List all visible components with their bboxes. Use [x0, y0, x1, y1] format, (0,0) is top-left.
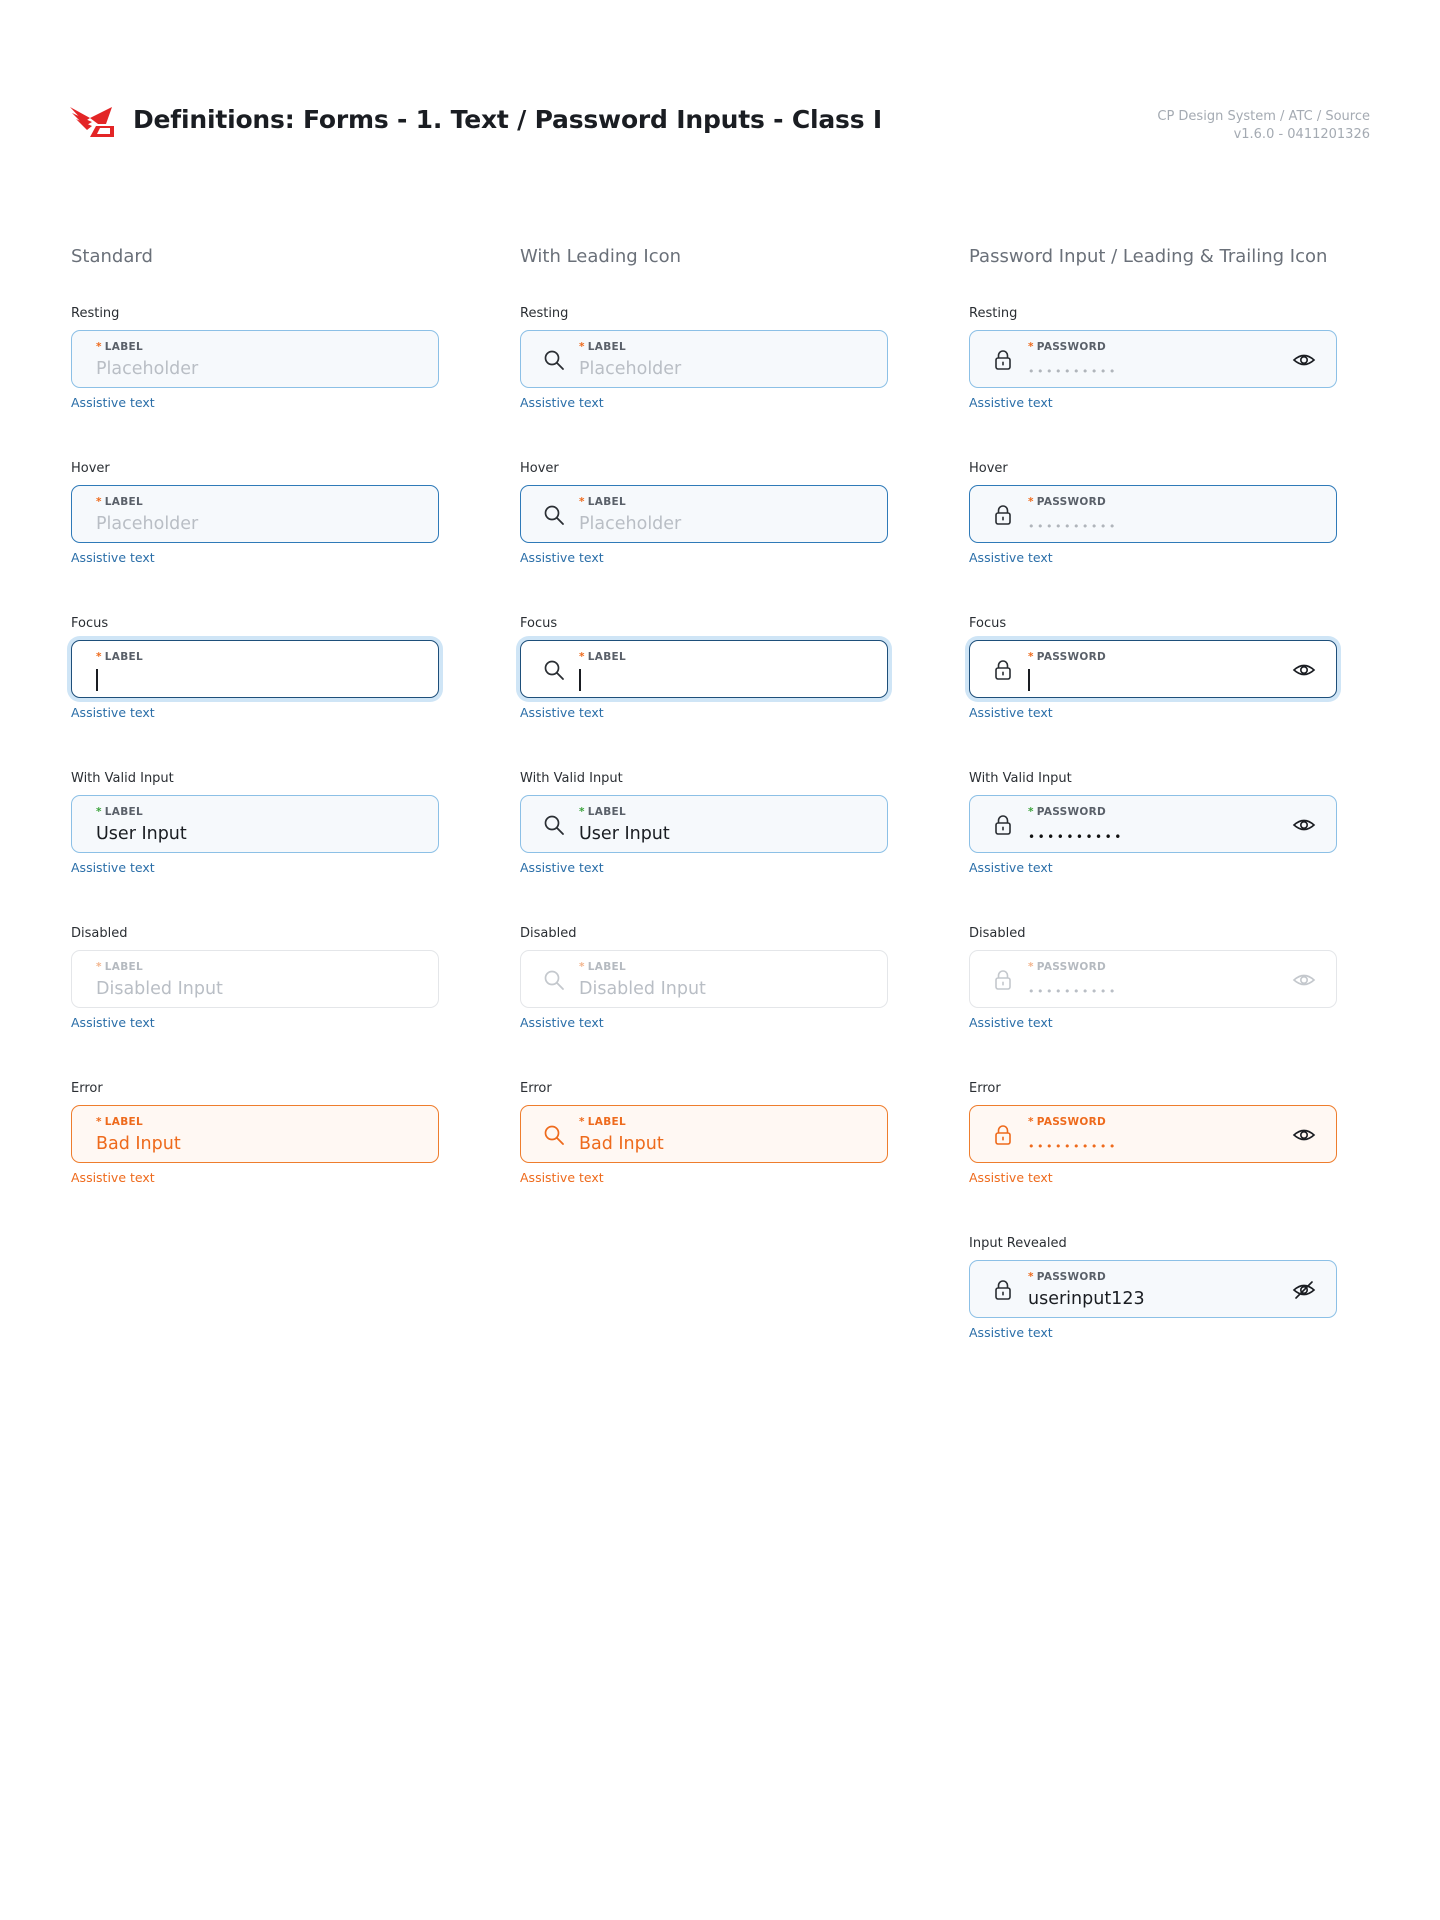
required-asterisk: * — [96, 806, 102, 818]
required-asterisk: * — [1028, 496, 1034, 508]
state-label: Error — [969, 1081, 1001, 1096]
field-label: * LABEL — [579, 651, 626, 663]
meta-version: v1.6.0 - 0411201326 — [1233, 127, 1370, 142]
eye-icon[interactable] — [1292, 1124, 1316, 1146]
field-label: * LABEL — [579, 341, 626, 353]
assistive-text: Assistive text — [71, 550, 155, 565]
field-label: * PASSWORD — [1028, 651, 1107, 663]
text-input[interactable] — [71, 330, 439, 388]
lock-icon — [992, 659, 1014, 681]
field-label: * LABEL — [96, 1116, 143, 1128]
search-icon — [543, 504, 565, 526]
state-label: Hover — [71, 461, 110, 476]
state-label: Error — [520, 1081, 552, 1096]
text-input[interactable] — [71, 1105, 439, 1163]
assistive-text: Assistive text — [969, 1170, 1053, 1185]
required-asterisk: * — [579, 1116, 585, 1128]
required-asterisk: * — [96, 961, 102, 973]
column-standard — [71, 246, 439, 1234]
state-label: With Valid Input — [520, 771, 623, 786]
lock-icon — [992, 1279, 1014, 1301]
placeholder-text: Placeholder — [96, 514, 199, 534]
assistive-text: Assistive text — [520, 860, 604, 875]
search-input[interactable] — [520, 640, 888, 698]
search-icon — [543, 814, 565, 836]
password-input — [969, 950, 1337, 1008]
state-resting — [71, 304, 439, 459]
search-icon — [543, 969, 565, 991]
assistive-text: Assistive text — [71, 395, 155, 410]
assistive-text: Assistive text — [969, 860, 1053, 875]
state-label: Resting — [520, 306, 569, 321]
state-label: Focus — [520, 616, 558, 631]
state-error — [969, 1079, 1337, 1234]
masked-placeholder: •••••••••• — [1028, 365, 1118, 378]
required-asterisk: * — [96, 651, 102, 663]
field-label: * LABEL — [96, 651, 143, 663]
placeholder-text: Placeholder — [579, 514, 682, 534]
required-asterisk: * — [1028, 1271, 1034, 1283]
state-hover — [71, 459, 439, 614]
state-label: Input Revealed — [969, 1236, 1067, 1251]
password-input[interactable] — [969, 1105, 1337, 1163]
state-label: Hover — [969, 461, 1008, 476]
meta-source: CP Design System / ATC / Source — [1157, 109, 1370, 124]
lock-icon — [992, 504, 1014, 526]
state-focus — [520, 614, 888, 769]
page-header — [70, 104, 1370, 140]
state-error — [71, 1079, 439, 1234]
page-title: Definitions: Forms - 1. Text / Password Inputs - Class I — [133, 105, 883, 134]
eye-icon — [1292, 969, 1316, 991]
state-label: Disabled — [71, 926, 128, 941]
text-input — [71, 950, 439, 1008]
search-input[interactable] — [520, 795, 888, 853]
assistive-text: Assistive text — [71, 705, 155, 720]
brand-logo — [70, 104, 116, 138]
required-asterisk: * — [1028, 341, 1034, 353]
state-valid — [71, 769, 439, 924]
eye-icon[interactable] — [1292, 659, 1316, 681]
search-input — [520, 950, 888, 1008]
text-input[interactable] — [71, 485, 439, 543]
column-title: Standard — [71, 246, 153, 267]
search-input[interactable] — [520, 330, 888, 388]
assistive-text: Assistive text — [969, 1325, 1053, 1340]
assistive-text: Assistive text — [520, 705, 604, 720]
text-caret — [96, 669, 98, 691]
eye-icon[interactable] — [1292, 814, 1316, 836]
column-title: Password Input / Leading & Trailing Icon — [969, 246, 1328, 267]
assistive-text: Assistive text — [969, 705, 1053, 720]
field-label: * LABEL — [96, 341, 143, 353]
required-asterisk: * — [579, 341, 585, 353]
required-asterisk: * — [579, 496, 585, 508]
assistive-text: Assistive text — [969, 550, 1053, 565]
required-asterisk: * — [96, 1116, 102, 1128]
version-info — [1157, 108, 1370, 144]
column-leading-icon — [520, 246, 888, 1234]
placeholder-text: Placeholder — [579, 359, 682, 379]
required-asterisk: * — [1028, 651, 1034, 663]
state-valid — [969, 769, 1337, 924]
required-asterisk: * — [1028, 806, 1034, 818]
text-input[interactable] — [71, 640, 439, 698]
state-disabled — [520, 924, 888, 1079]
search-icon — [543, 1124, 565, 1146]
required-asterisk: * — [579, 806, 585, 818]
state-hover — [969, 459, 1337, 614]
state-hover — [520, 459, 888, 614]
field-label: * PASSWORD — [1028, 1271, 1107, 1283]
state-focus — [71, 614, 439, 769]
input-value: User Input — [579, 824, 670, 844]
state-focus — [969, 614, 1337, 769]
input-value: Bad Input — [96, 1134, 181, 1154]
field-label: * PASSWORD — [1028, 961, 1107, 973]
assistive-text: Assistive text — [969, 1015, 1053, 1030]
field-label: * LABEL — [579, 806, 626, 818]
field-label: * LABEL — [96, 806, 143, 818]
assistive-text: Assistive text — [71, 1015, 155, 1030]
state-label: Focus — [969, 616, 1007, 631]
state-error — [520, 1079, 888, 1234]
field-label: * LABEL — [579, 1116, 626, 1128]
password-input[interactable] — [969, 640, 1337, 698]
state-label: With Valid Input — [969, 771, 1072, 786]
state-label: Hover — [520, 461, 559, 476]
lock-icon — [992, 349, 1014, 371]
search-input[interactable] — [520, 485, 888, 543]
placeholder-text: Placeholder — [96, 359, 199, 379]
assistive-text: Assistive text — [969, 395, 1053, 410]
text-caret — [579, 669, 581, 691]
state-label: Error — [71, 1081, 103, 1096]
assistive-text: Assistive text — [520, 550, 604, 565]
required-asterisk: * — [96, 341, 102, 353]
column-title: With Leading Icon — [520, 246, 682, 267]
input-value: Disabled Input — [96, 979, 223, 999]
field-label: * LABEL — [579, 496, 626, 508]
eye-icon[interactable] — [1292, 349, 1316, 371]
state-resting — [520, 304, 888, 459]
state-label: Focus — [71, 616, 109, 631]
state-label: Disabled — [520, 926, 577, 941]
assistive-text: Assistive text — [520, 1015, 604, 1030]
state-disabled — [969, 924, 1337, 1079]
search-icon — [543, 659, 565, 681]
masked-value: •••••••••• — [1028, 830, 1124, 844]
eye-off-icon[interactable] — [1292, 1279, 1316, 1301]
lock-icon — [992, 814, 1014, 836]
required-asterisk: * — [579, 651, 585, 663]
required-asterisk: * — [96, 496, 102, 508]
password-input[interactable] — [969, 330, 1337, 388]
assistive-text: Assistive text — [520, 395, 604, 410]
state-label: Resting — [71, 306, 120, 321]
field-label: * PASSWORD — [1028, 341, 1107, 353]
required-asterisk: * — [1028, 1116, 1034, 1128]
input-value: Bad Input — [579, 1134, 664, 1154]
assistive-text: Assistive text — [71, 860, 155, 875]
field-label: * LABEL — [96, 496, 143, 508]
password-input[interactable] — [969, 1260, 1337, 1318]
field-label: * LABEL — [96, 961, 143, 973]
text-input[interactable] — [71, 795, 439, 853]
column-password — [969, 246, 1337, 1389]
revealed-value: userinput123 — [1028, 1289, 1145, 1309]
masked-value: •••••••••• — [1028, 1140, 1118, 1153]
field-label: * PASSWORD — [1028, 1116, 1107, 1128]
assistive-text: Assistive text — [520, 1170, 604, 1185]
text-caret — [1028, 669, 1030, 691]
assistive-text: Assistive text — [71, 1170, 155, 1185]
masked-value: •••••••••• — [1028, 985, 1118, 998]
state-label: Resting — [969, 306, 1018, 321]
field-label: * PASSWORD — [1028, 496, 1107, 508]
state-resting — [969, 304, 1337, 459]
lock-icon — [992, 1124, 1014, 1146]
field-label: * PASSWORD — [1028, 806, 1107, 818]
required-asterisk: * — [1028, 961, 1034, 973]
password-input[interactable] — [969, 485, 1337, 543]
state-disabled — [71, 924, 439, 1079]
state-revealed — [969, 1234, 1337, 1389]
input-value: Disabled Input — [579, 979, 706, 999]
search-icon — [543, 349, 565, 371]
lock-icon — [992, 969, 1014, 991]
state-label: With Valid Input — [71, 771, 174, 786]
required-asterisk: * — [579, 961, 585, 973]
field-label: * LABEL — [579, 961, 626, 973]
password-input[interactable] — [969, 795, 1337, 853]
state-valid — [520, 769, 888, 924]
masked-placeholder: •••••••••• — [1028, 520, 1118, 533]
state-label: Disabled — [969, 926, 1026, 941]
input-value: User Input — [96, 824, 187, 844]
search-input[interactable] — [520, 1105, 888, 1163]
